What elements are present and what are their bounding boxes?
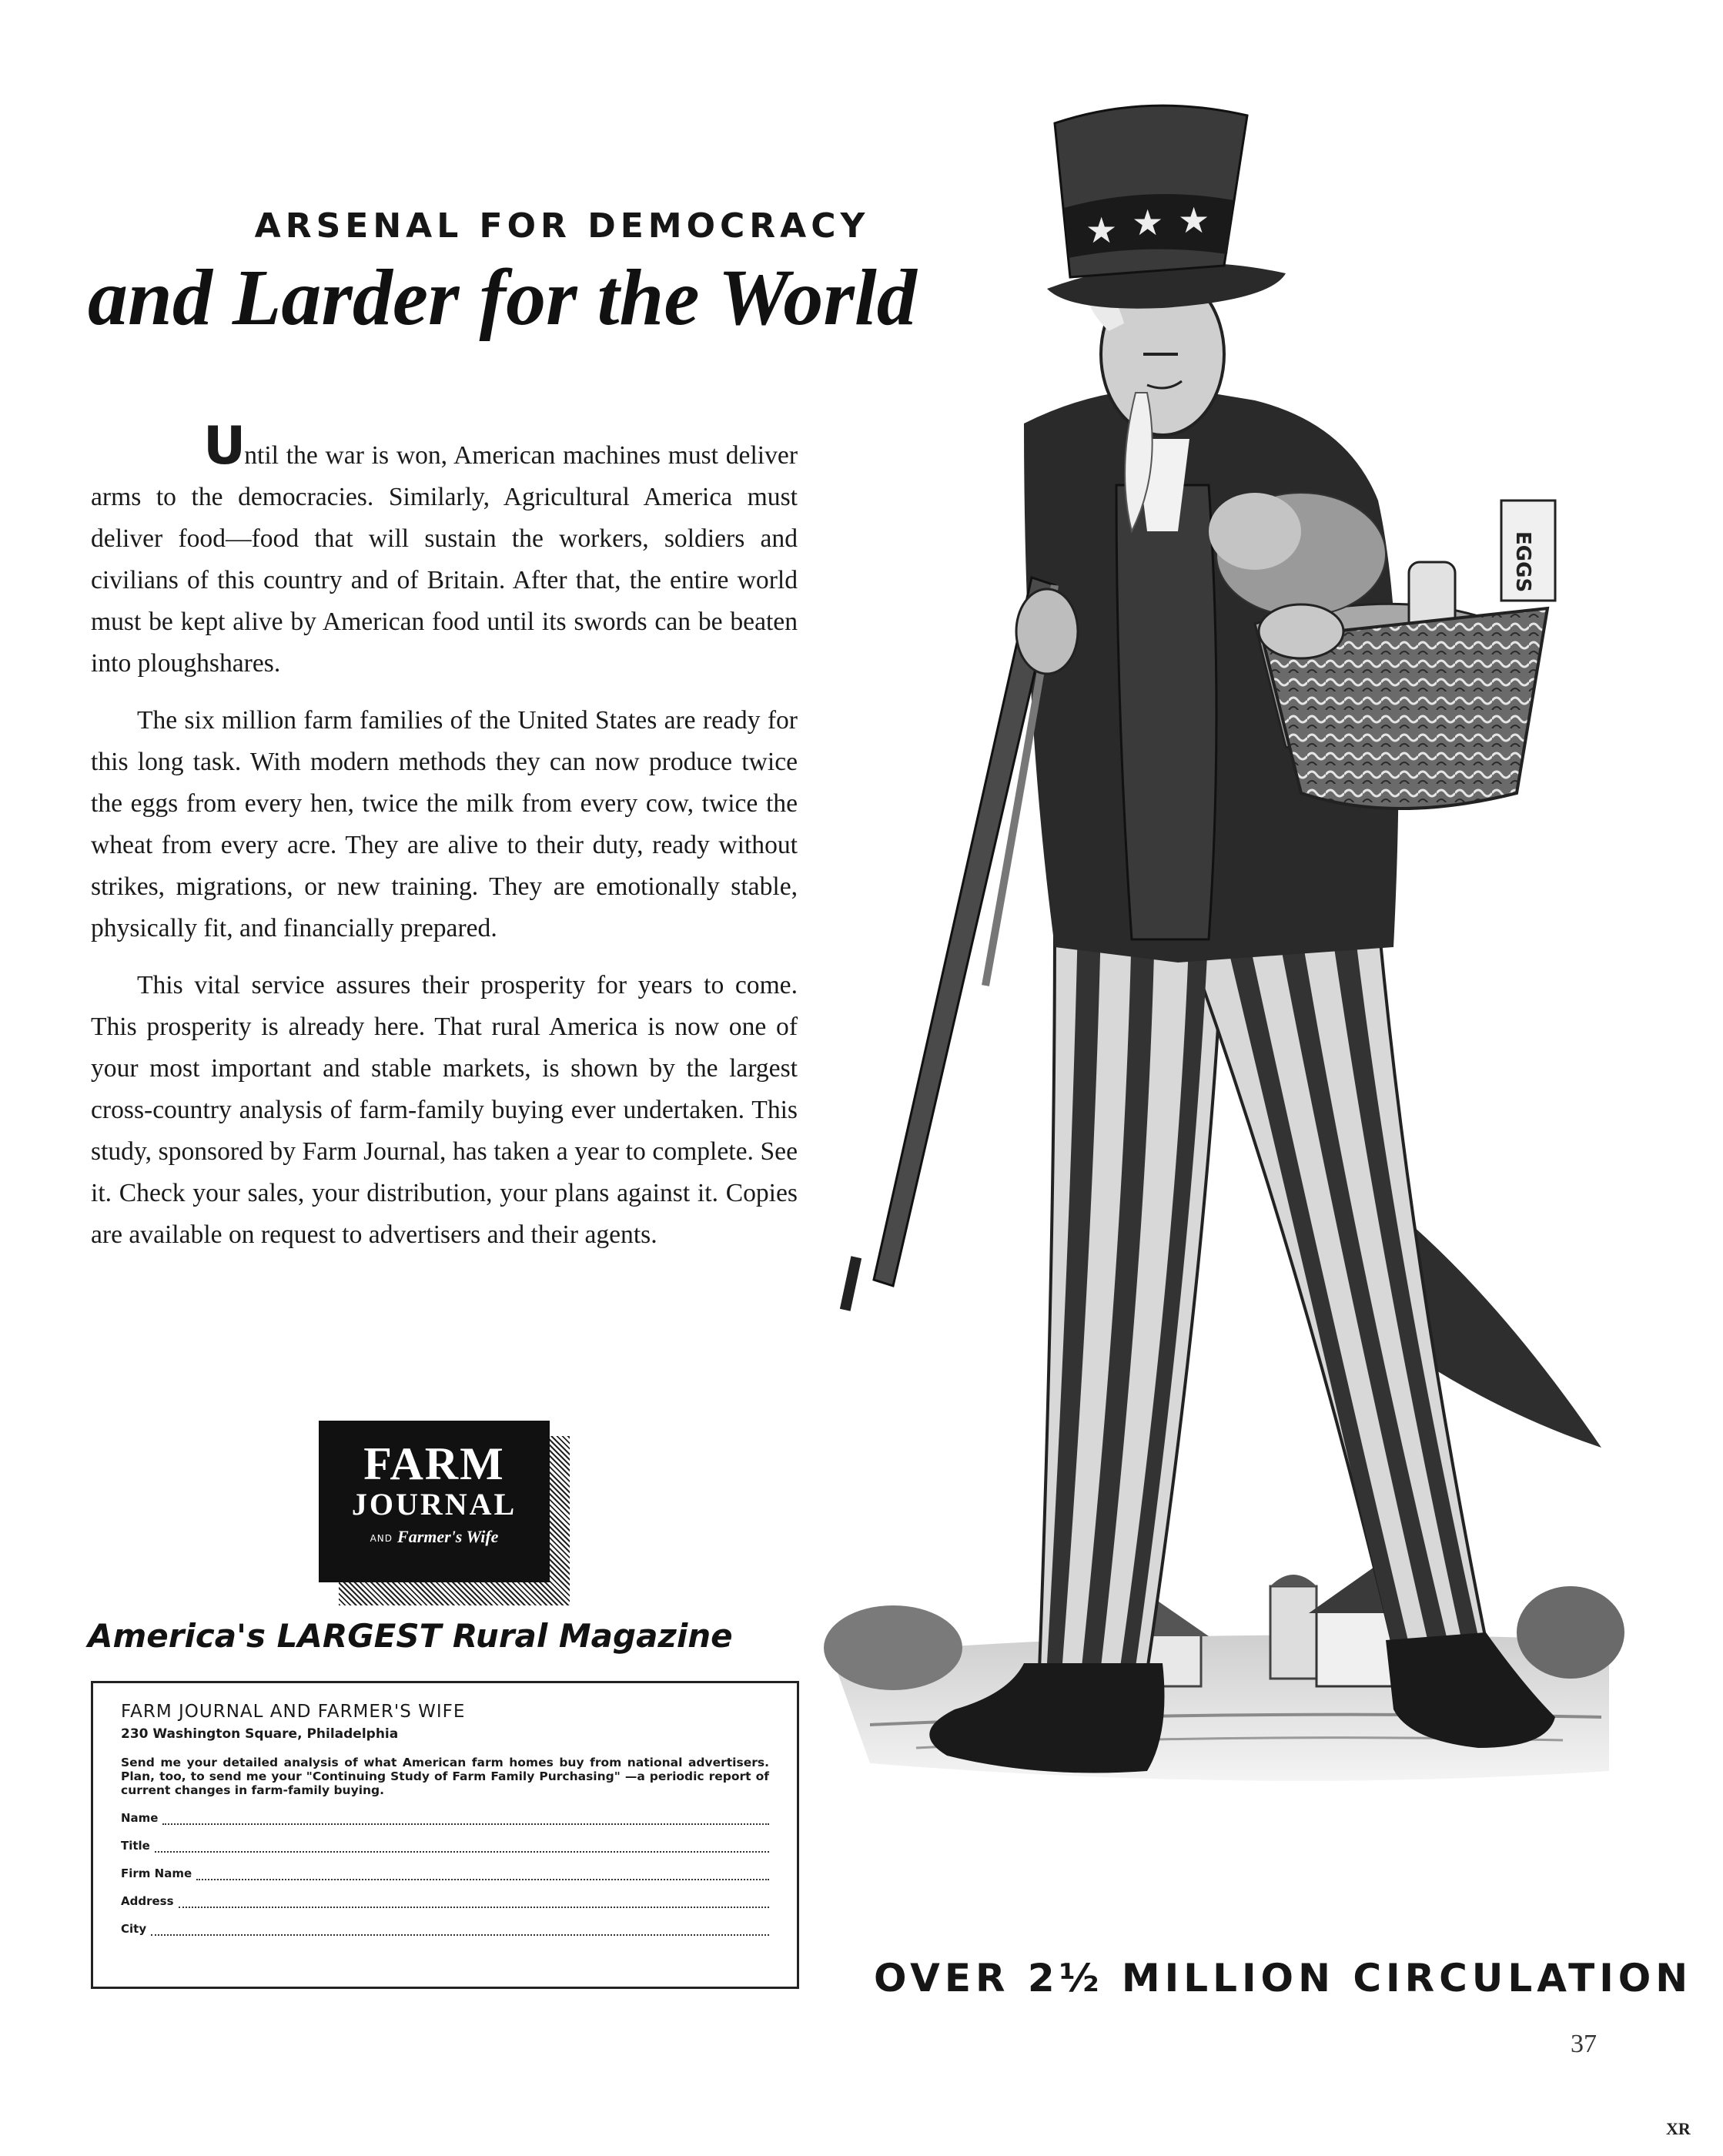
field-line bbox=[196, 1868, 769, 1880]
svg-text:★: ★ bbox=[1132, 202, 1164, 243]
field-line bbox=[151, 1923, 769, 1936]
kicker-heading: ARSENAL FOR DEMOCRACY bbox=[254, 206, 870, 246]
farm-journal-logo bbox=[319, 1421, 550, 1582]
coupon-address: 230 Washington Square, Philadelphia bbox=[121, 1726, 399, 1742]
paragraph-2: The six million farm families of the United States are ready for this long task. With modern methods they can now produce twice the eggs from every hen, twice the milk from every cow, twice the wheat from every acre. They are alive to their duty, ready without strikes, migrations, or new training. They are emotionally stable, physically fit, and financially prepared. bbox=[91, 706, 798, 942]
page-number: 37 bbox=[1571, 2030, 1597, 2058]
request-coupon bbox=[91, 1681, 799, 1989]
drop-cap: U bbox=[203, 416, 245, 477]
field-line bbox=[155, 1840, 769, 1853]
logo-line-farm: FARM bbox=[363, 1438, 505, 1489]
body-copy bbox=[91, 416, 798, 1271]
field-label-name: Name bbox=[121, 1811, 159, 1825]
field-line bbox=[179, 1896, 769, 1908]
tagline: America's LARGEST Rural Magazine bbox=[88, 1617, 733, 1655]
field-label-title: Title bbox=[121, 1839, 150, 1853]
field-label-firm: Firm Name bbox=[121, 1866, 192, 1880]
basket-egg-label: EGGS bbox=[1511, 531, 1534, 593]
field-label-address: Address bbox=[121, 1894, 174, 1908]
logo-farmers-wife: Farmer's Wife bbox=[397, 1527, 499, 1546]
logo-and: AND bbox=[370, 1532, 393, 1544]
paragraph-3: This vital service assures their prosperity for years to come. This prosperity is already here. That rural America is now one of your most important and stable markets, is shown by the largest cross-country analysis of farm-family buying ever undertaken. This study, sponsored by Farm Journal, has taken a year to complete. See it. Check your sales, your distribution, your plans against it. Copies are available on request to advertisers and their agents. bbox=[91, 971, 798, 1249]
circulation-banner: OVER 2½ MILLION CIRCULATION bbox=[874, 1956, 1693, 2000]
vest bbox=[1116, 485, 1216, 939]
coupon-field-address[interactable] bbox=[121, 1894, 769, 1908]
field-line bbox=[162, 1813, 769, 1825]
paragraph-1 bbox=[91, 416, 798, 685]
coupon-title: FARM JOURNAL AND FARMER'S WIFE bbox=[121, 1702, 466, 1722]
uncle-sam-illustration bbox=[716, 100, 1640, 1964]
coupon-field-city[interactable] bbox=[121, 1922, 769, 1936]
coupon-text: Send me your detailed analysis of what American farm homes buy from national advertisers. Plan, too, to send me your "Continuing Study of Farm Family Purchasing" —a periodic report of current changes in farm-family buying. bbox=[121, 1756, 769, 1797]
logo-line-wife bbox=[319, 1527, 550, 1547]
logo-line-journal: JOURNAL bbox=[351, 1487, 517, 1522]
coupon-field-firm[interactable] bbox=[121, 1866, 769, 1880]
coupon-field-name[interactable] bbox=[121, 1811, 769, 1825]
field-label-city: City bbox=[121, 1922, 147, 1936]
striped-trousers bbox=[1039, 916, 1486, 1671]
corner-mark: XR bbox=[1666, 2119, 1691, 2138]
coupon-field-title[interactable] bbox=[121, 1839, 769, 1853]
headline: and Larder for the World bbox=[88, 253, 917, 342]
svg-text:★: ★ bbox=[1178, 199, 1210, 241]
top-hat bbox=[1047, 105, 1286, 309]
svg-text:★: ★ bbox=[1086, 209, 1118, 251]
paragraph-1-text: ntil the war is won, American machines must deliver arms to the democracies. Similarly, Agricultural America must deliver food—food that will sustain the workers, soldiers and civilians of this country and of Britain. After that, the entire world must be kept alive by American food until its swords can be beaten into ploughshares. bbox=[91, 441, 798, 678]
